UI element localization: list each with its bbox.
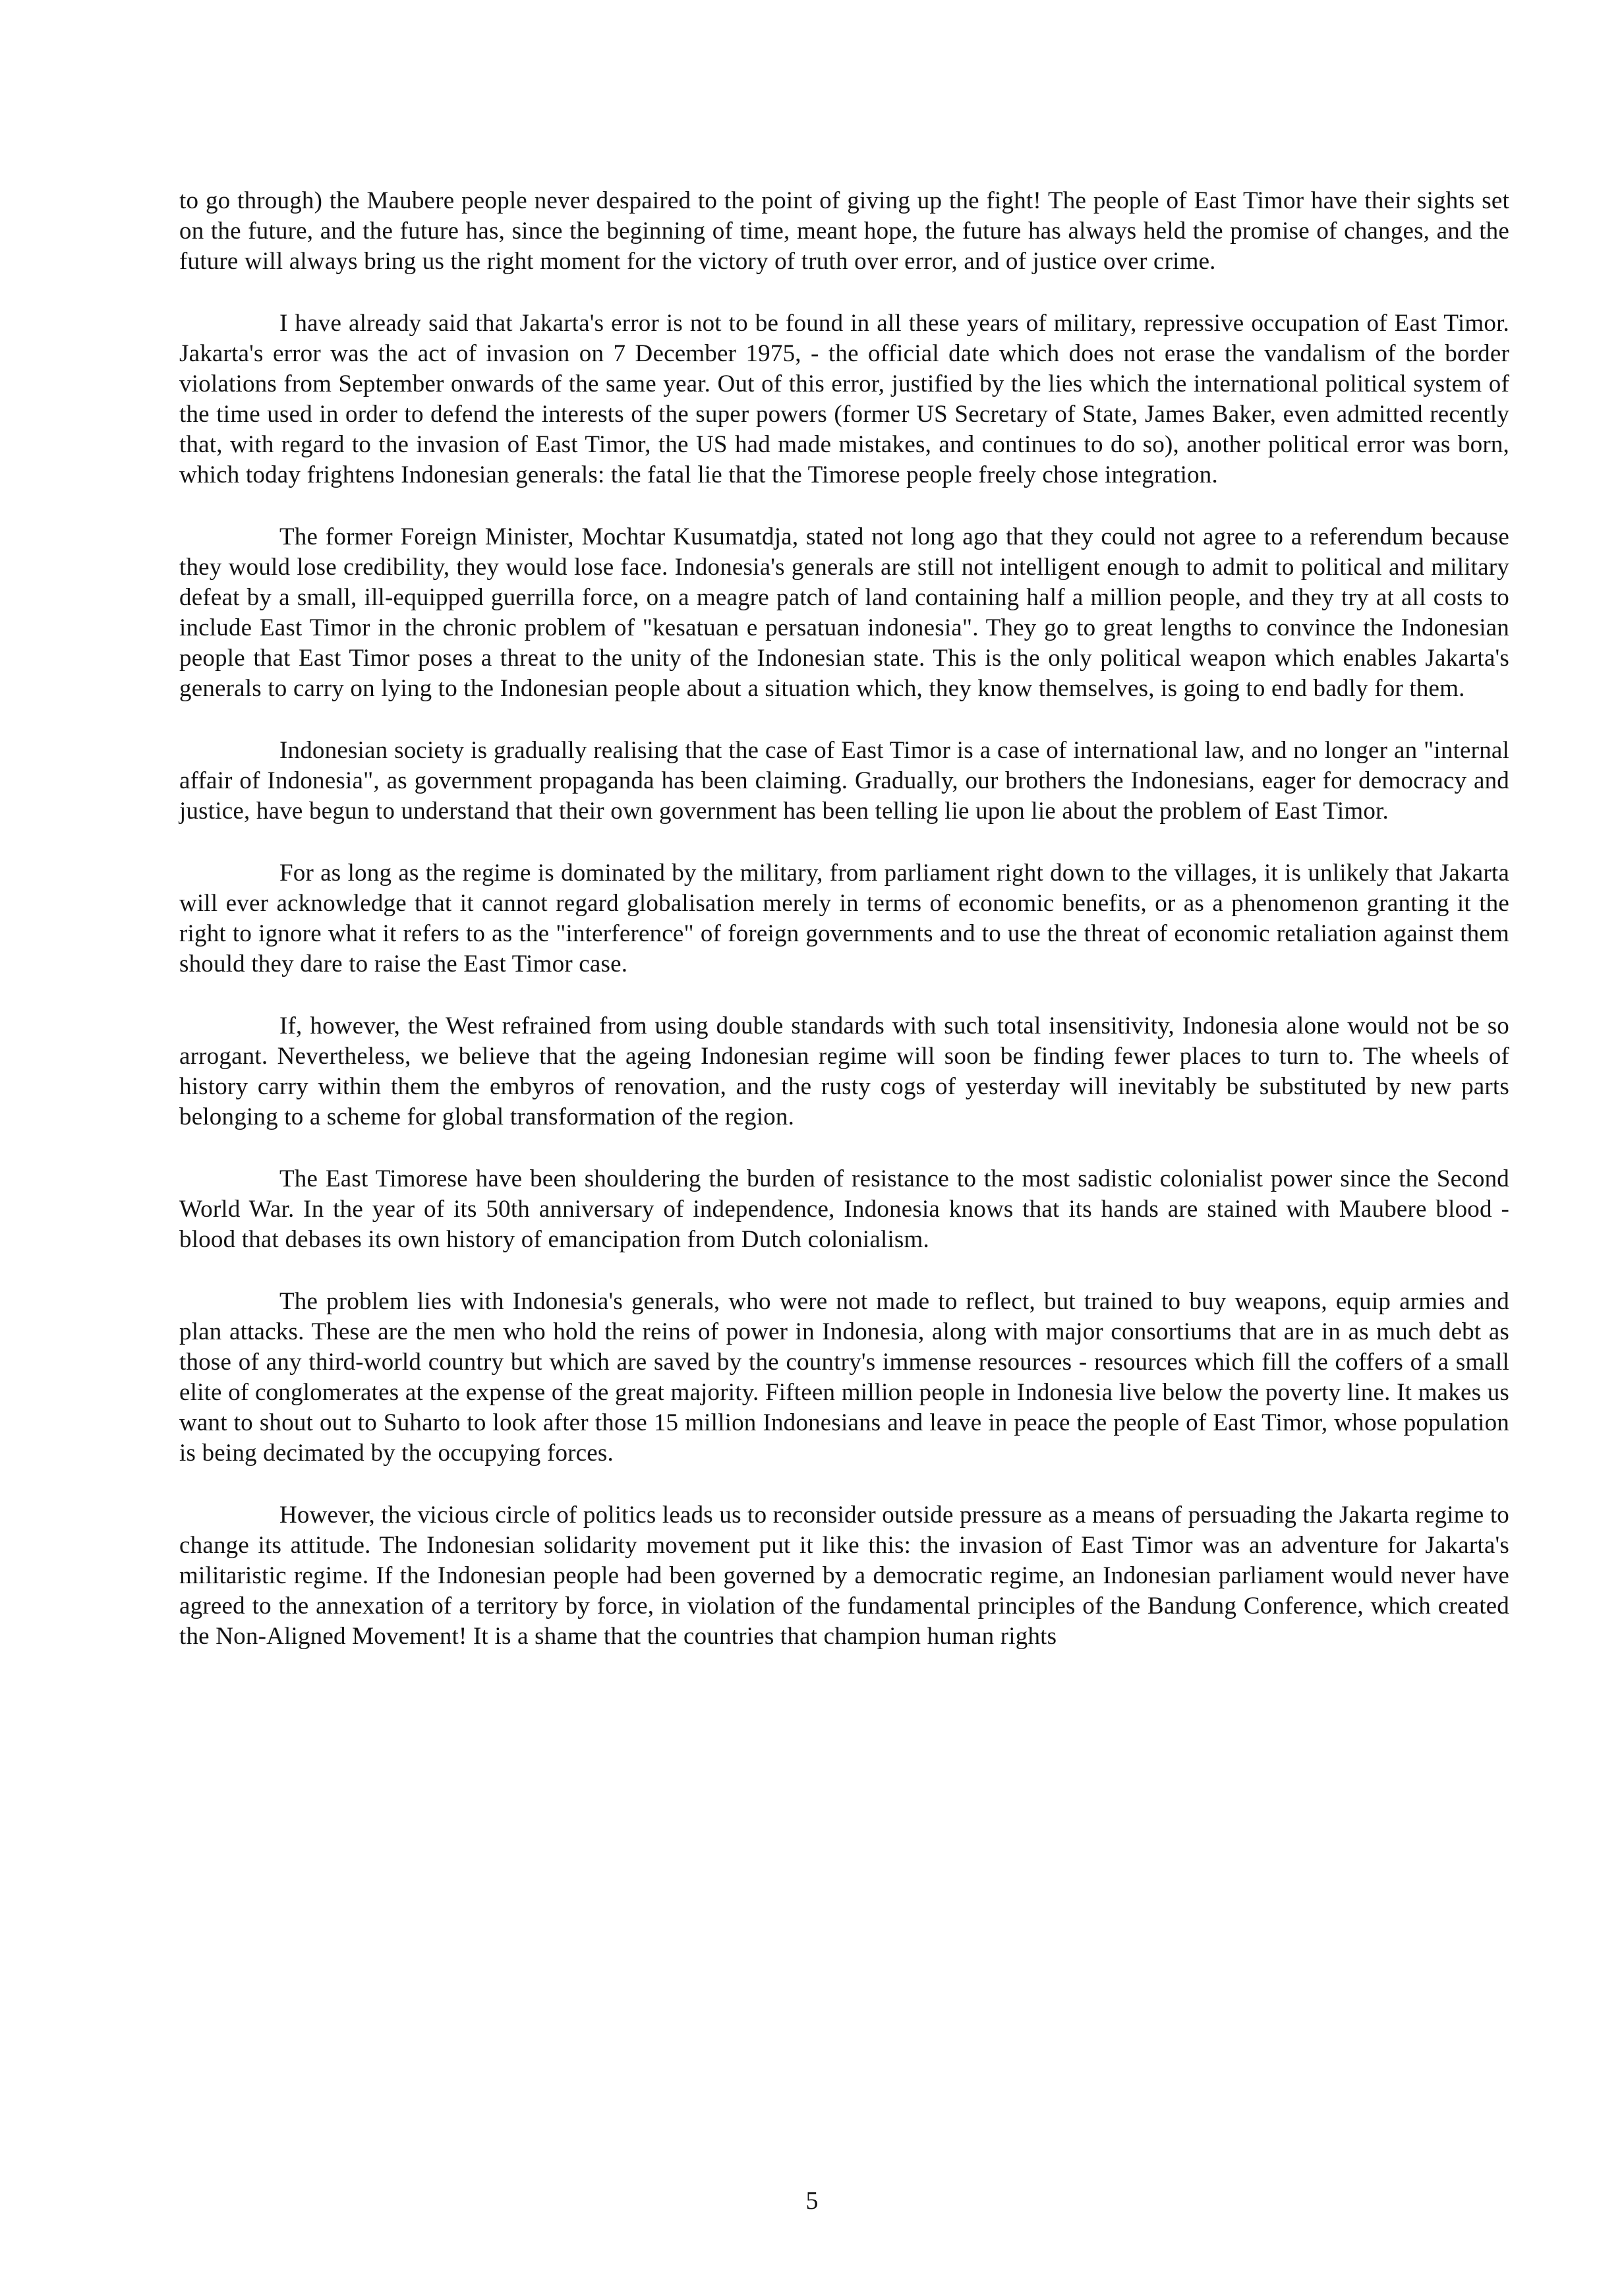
paragraph: Indonesian society is gradually realising that the case of East Timor is a case of international law, and no longer an "internal affair of Indonesia", as government propaganda has been claiming. Gradually, our brothers the Indonesians, eager for democracy and justice, have begun to understand that their own government has been telling lie upon lie about the problem of East Timor. <box>179 737 1509 825</box>
paragraph: I have already said that Jakarta's error is not to be found in all these years of military, repressive occupation of East Timor. Jakarta's error was the act of invasion on 7 December 1975, - the official date which does not erase the vandalism of the border violations from September onwards of the same year. Out of this error, justified by the lies which the international political system of the time used in order to defend the interests of the super powers (former US Secretary of State, James Baker, even admitted recently that, with regard to the invasion of East Timor, the US had made mistakes, and continues to do so), another political error was born, which today frightens Indonesian generals: the fatal lie that the Timorese people freely chose integration. <box>179 310 1509 488</box>
paragraph: However, the vicious circle of politics leads us to reconsider outside pressure as a means of persuading the Jakarta regime to change its attitude. The Indonesian solidarity movement put it like this: the invasion of East Timor was an adventure for Jakarta's militaristic regime. If the Indonesian people had been governed by a democratic regime, an Indonesian parliament would never have agreed to the annexation of a territory by force, in violation of the fundamental principles of the Bandung Conference, which created the Non-Aligned Movement! It is a shame that the countries that champion human rights <box>179 1502 1509 1650</box>
page-number: 5 <box>805 2187 819 2215</box>
paragraph: If, however, the West refrained from using double standards with such total insensitivity, Indonesia alone would not be so arrogant. Nevertheless, we believe that the ageing Indonesian regime will soon be finding fewer places to turn to. The wheels of history carry within them the embyros of renovation, and the rusty cogs of yesterday will inevitably be substituted by new parts belonging to a scheme for global transformation of the region. <box>179 1012 1509 1130</box>
paragraph: The former Foreign Minister, Mochtar Kusumatdja, stated not long ago that they could not agree to a referendum because they would lose credibility, they would lose face. Indonesia's generals are still not intelligent enough to admit to political and military defeat by a small, ill-equipped guerrilla force, on a meagre patch of land containing half a million people, and they try at all costs to include East Timor in the chronic problem of "kesatuan e persatuan indonesia". They go to great lengths to convince the Indonesian people that East Timor poses a threat to the unity of the Indonesian state. This is the only political weapon which enables Jakarta's generals to carry on lying to the Indonesian people about a situation which, they know themselves, is going to end badly for them. <box>179 523 1509 702</box>
body-text <box>179 186 1509 1683</box>
paragraph: The problem lies with Indonesia's generals, who were not made to reflect, but trained to buy weapons, equip armies and plan attacks. These are the men who hold the reins of power in Indonesia, along with major consortiums that are in as much debt as those of any third-world country but which are saved by the country's immense resources - resources which fill the coffers of a small elite of conglomerates at the expense of the great majority. Fifteen million people in Indonesia live below the poverty line. It makes us want to shout out to Suharto to look after those 15 million Indonesians and leave in peace the people of East Timor, whose population is being decimated by the occupying forces. <box>179 1288 1509 1467</box>
paragraph: For as long as the regime is dominated by the military, from parliament right down to the villages, it is unlikely that Jakarta will ever acknowledge that it cannot regard globalisation merely in terms of economic benefits, or as a phenomenon granting it the right to ignore what it refers to as the "interference" of foreign governments and to use the threat of economic retaliation against them should they dare to raise the East Timor case. <box>179 860 1509 978</box>
paragraph: The East Timorese have been shouldering the burden of resistance to the most sadistic colonialist power since the Second World War. In the year of its 50th anniversary of independence, Indonesia knows that its hands are stained with Maubere blood - blood that debases its own history of emancipation from Dutch colonialism. <box>179 1165 1509 1253</box>
paragraph: to go through) the Maubere people never despaired to the point of giving up the fight! The people of East Timor have their sights set on the future, and the future has, since the beginning of time, meant hope, the future has always held the promise of changes, and the future will always bring us the right moment for the victory of truth over error, and of justice over crime. <box>179 187 1509 275</box>
